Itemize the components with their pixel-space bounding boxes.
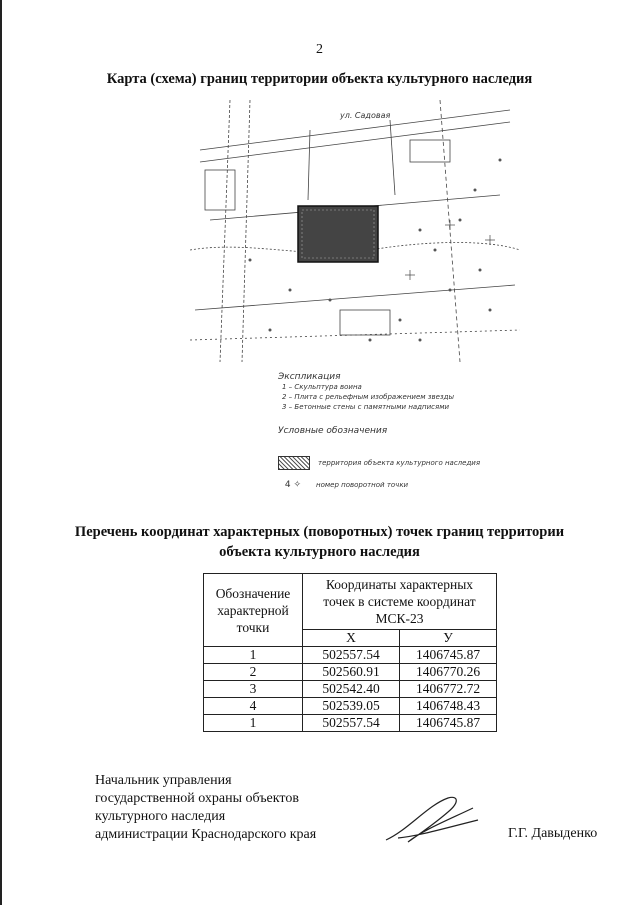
header-point: Обозначение характерной точки [204,574,303,647]
map-title: Карта (схема) границ территории объекта культурного наследия [106,71,533,87]
signature-position: Начальник управления государственной охраны объектов культурного наследия администрации Краснодарского края [95,773,317,842]
map-scheme [190,100,520,362]
header-coords: Координаты характерных точек в системе координат МСК-23 [303,574,497,630]
header-y: У [400,630,497,647]
signer-name: Г.Г. Давыденко [508,826,598,841]
explication-item: 3 – Бетонные стены с памятными надписями [282,403,450,411]
table-row: 1 502557.54 1406745.87 [204,647,497,664]
legend-point-label: номер поворотной точки [316,481,409,489]
coordinates-table [203,573,497,732]
territory-polygon [298,206,378,262]
point-symbol: 4 ✧ [284,480,302,490]
coords-title: Перечень координат характерных (поворотных) точек границ территории объекта культурного наследия [74,524,565,560]
legend-territory-label: территория объекта культурного наследия [318,459,481,467]
header-x: X [303,630,400,647]
legend-territory [278,456,480,470]
hatch-symbol [278,456,310,470]
table-row: 4 502539.05 1406748.43 [204,698,497,715]
explication-item: 2 – Плита с рельефным изображением звезды [282,393,455,401]
table-row: 2 502560.91 1406770.26 [204,664,497,681]
explication-heading: Экспликация [278,372,341,382]
page-number: 2 [316,42,323,57]
table-row: 3 502542.40 1406772.72 [204,681,497,698]
handwritten-signature [378,790,488,850]
page-margin-line [0,0,2,905]
legend-heading: Условные обозначения [278,426,388,436]
legend-block [278,372,598,490]
street-label: ул. Садовая [340,111,391,120]
legend-point [278,480,408,490]
explication-item: 1 – Скульптура воина [282,383,362,391]
table-row: 1 502557.54 1406745.87 [204,715,497,732]
